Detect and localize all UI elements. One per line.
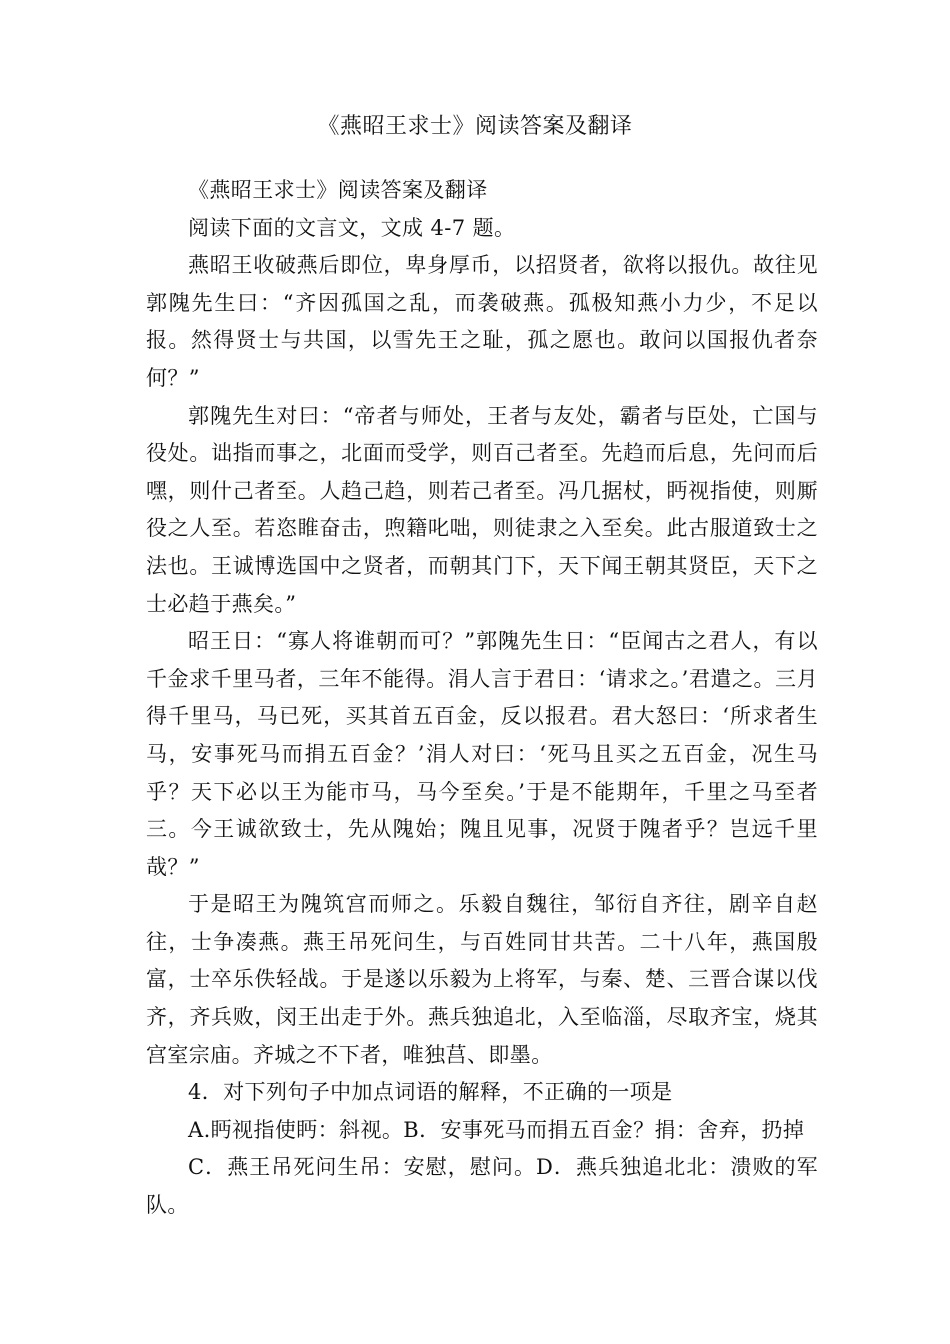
question-4-stem: 4．对下列句子中加点词语的解释，不正确的一项是 [188,1080,673,1105]
document-title: 《燕昭王求士》阅读答案及翻译 [317,114,633,139]
document-body [146,172,818,1225]
question-4-options-ab: A.眄视指使眄：斜视。B．安事死马而捐五百金？捐：舍弃，扔掉 [188,1117,805,1142]
paragraph-passage-2: 郭隗先生对曰：“帝者与师处，王者与友处，霸者与臣处，亡国与役处。诎指而事之，北面而受学，则百己者至。先趋而后息，先问而后嘿，则什己者至。人趋己趋，则若己者至。冯几据杖，眄视指使，则厮役之人至。若恣睢奋击，喣籍叱咄，则徒隶之入至矣。此古服道致士之法也。王诚博选国中之贤者，而朝其门下，天下闻王朝其贤臣，天下之士必趋于燕矣。” [146,403,818,616]
paragraph-subtitle: 《燕昭王求士》阅读答案及翻译 [188,178,488,202]
paragraph-passage-1: 燕昭王收破燕后即位，卑身厚币，以招贤者，欲将以报仇。故往见郭隗先生曰：“齐因孤国之乱，而袭破燕。孤极知燕小力少，不足以报。然得贤士与共国，以雪先王之耻，孤之愿也。敢问以国报仇者奈何？” [146,253,818,390]
paragraph-instruction: 阅读下面的文言文，文成 4-7 题。 [188,215,516,240]
question-4-options-cd: C．燕王吊死问生吊：安慰，慰问。D．燕兵独追北北：溃败的军队。 [146,1155,818,1218]
paragraph-passage-3: 昭王日：“寡人将谁朝而可？”郭隗先生日：“臣闻古之君人，有以千金求千里马者，三年不能得。涓人言于君日：‘请求之。’君遣之。三月得千里马，马已死，买其首五百金，反以报君。君大怒曰：‘所求者生马，安事死马而捐五百金？’涓人对曰：‘死马且买之五百金，况生马乎？天下必以王为能市马，马今至矣。’于是不能期年，千里之马至者三。今王诚欲致士，先从隗始；隗且见事，况贤于隗者乎？岂远千里哉？” [146,629,818,879]
paragraph-passage-4: 于是昭王为隗筑宫而师之。乐毅自魏往，邹衍自齐往，剧辛自赵往，士争凑燕。燕王吊死问生，与百姓同甘共苦。二十八年，燕国殷富，士卒乐佚轻战。于是遂以乐毅为上将军，与秦、楚、三晋合谋以伐齐，齐兵败，闵王出走于外。燕兵独追北，入至临淄，尽取齐宝，烧其宫室宗庙。齐城之不下者，唯独莒、即墨。 [146,892,818,1067]
